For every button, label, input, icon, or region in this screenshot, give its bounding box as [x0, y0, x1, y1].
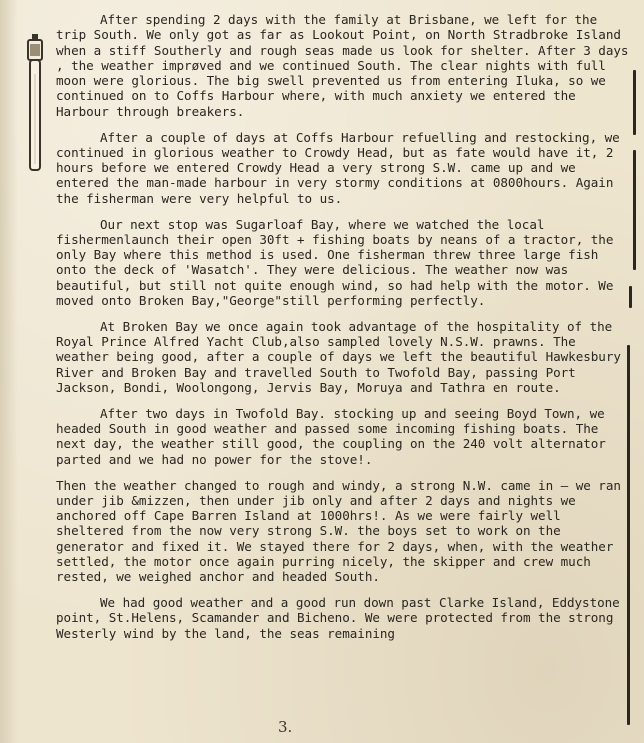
paragraph-6: Then the weather changed to rough and windy, a strong N.W. came in — we ran under jib &mizzen, then under jib only and after 2 days and nights we anchored off Cape Barren Island at 1000hrs!. As we were fairly well sheltered from the now very strong S.W. the boys set to work on the generator and fixed it. We stayed there for 2 days, when, with the weather settled, the motor once again purring nicely, the skipper and crew much rested, we weighed anchor and headed South.: [56, 477, 621, 585]
paragraph-2: After a couple of days at Coffs Harbour refuelling and restocking, we continued in glorious weather to Crowdy Head, but as fate would have it, 2 hours before we entered Crowdy Head a very strong S.W. came up and we entered the man-made harbour in very stormy conditions at 0800hours. Again the fisherman were very helpful to us.: [56, 129, 620, 206]
document-body: [56, 12, 634, 651]
paragraph-1: After spending 2 days with the family at Brisbane, we left for the trip South. We only got as far as Lookout Point, on North Stradbroke Island when a stiff Southerly and rough seas made us look for shelter. After 3 days , the weather imprøved and we continued South. The clear nights with full moon were glorious. The big swell prevented us from entering Iluka, so we continued on to Coffs Harbour where, with much anxiety we entered the Harbour through breakers.: [56, 12, 629, 119]
paragraph-5: After two days in Twofold Bay. stocking up and seeing Boyd Town, we headed South in good weather and passed some incoming fishing boats. The next day, the weather still good, the coupling on the 240 volt alternator parted and we had no power for the stove!.: [56, 405, 606, 467]
paragraph-7: We had good weather and a good run down past Clarke Island, Eddystone point, St.Helens, Scamander and Bicheno. We were protected from the strong Westerly wind by the land, the seas remaining: [56, 595, 620, 641]
paragraph-4: At Broken Bay we once again took advantage of the hospitality of the Royal Prince Alfred Yacht Club,also sampled lovely N.S.W. prawns. The weather being good, after a couple of days we left the beautiful Hawkesbury River and Broken Bay and travelled South to Twofold Bay, passing Port Jackson, Bondi, Woolongong, Jervis Bay, Moruya and Tathra en route.: [56, 318, 621, 396]
page-number: 3.: [278, 718, 293, 736]
scan-left-edge: [0, 0, 18, 743]
pen-marker-icon: [24, 34, 46, 174]
paragraph-3: Our next stop was Sugarloaf Bay, where we watched the local fishermenlaunch their open 30ft + fishing boats by neans of a tractor, the only Bay where this method is used. One fisherman threw three large fish onto the deck of 'Wasatch'. They were delicious. The weather now was beautiful, but still not quite enough wind, so had help with the motor. We moved onto Broken Bay,"George"still performing perfectly.: [56, 216, 614, 309]
